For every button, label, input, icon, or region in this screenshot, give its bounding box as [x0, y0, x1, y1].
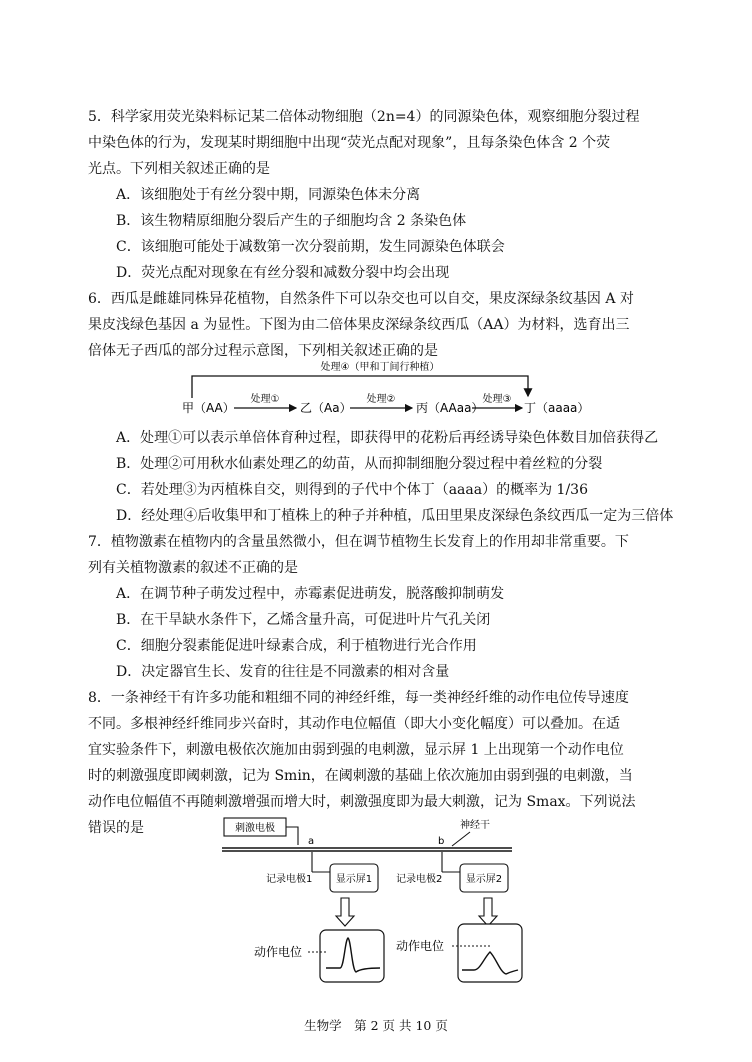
q8-stem-line-4: 时的刺激强度即阈刺激，记为 Smin，在阈刺激的基础上依次施加由弱到强的电刺激，当 — [88, 768, 633, 784]
q5-option-c: C．该细胞可能处于减数第一次分裂前期，发生同源染色体联会 — [116, 239, 505, 255]
screen-2-label: 显示屏2 — [465, 874, 503, 885]
q7-stem-line-1: 7．植物激素在植物内的含量虽然微小，但在调节植物生长发育上的作用却非常重要。下 — [88, 534, 629, 550]
stim-electrode-wire — [286, 827, 298, 845]
q7-option-b: B．在干旱缺水条件下，乙烯含量升高，可促进叶片气孔关闭 — [116, 612, 491, 628]
q7-option-c: C．细胞分裂素能促进叶绿素合成，利于植物进行光合作用 — [116, 638, 477, 654]
treatment-4-arrow — [192, 376, 528, 398]
q8-stem-line-6: 错误的是 — [88, 820, 144, 836]
q8-stem-line-3: 宜实验条件下，刺激电极依次施加由弱到强的电刺激，显示屏 1 上出现第一个动作电位 — [88, 742, 624, 758]
down-arrow-2 — [479, 898, 497, 926]
node-yi: 乙（Aa） — [300, 401, 352, 415]
rec-electrode-1-label: 记录电极1 — [266, 874, 313, 885]
node-ding: 丁（aaaa） — [524, 401, 590, 415]
arrow-2-label: 处理② — [366, 394, 396, 405]
down-arrow-1 — [336, 898, 354, 926]
q8-stem-line-2: 不同。多根神经纤维同步兴奋时，其动作电位幅值（即大小变化幅度）可以叠加。在适 — [88, 716, 620, 732]
q6-stem-line-2: 果皮浅绿色基因 a 为显性。下图为由二倍体果皮深绿条纹西瓜（AA）为材料，选育出三 — [88, 317, 630, 333]
q6-stem-line-3: 倍体无子西瓜的部分过程示意图，下列相关叙述正确的是 — [88, 343, 438, 359]
q6-option-b: B．处理②可用秋水仙素处理乙的幼苗，从而抑制细胞分裂过程中着丝粒的分裂 — [116, 456, 603, 472]
rec-electrode-2-label: 记录电极2 — [396, 874, 443, 885]
q6-option-a: A．处理①可以表示单倍体育种过程，即获得甲的花粉后再经诱导染色体数目加倍获得乙 — [116, 430, 659, 446]
q7-option-a: A．在调节种子萌发过程中，赤霉素促进萌发，脱落酸抑制萌发 — [116, 586, 505, 602]
node-jia: 甲（AA） — [182, 401, 235, 415]
q6-option-c: C．若处理③为丙植株自交，则得到的子代中个体丁（aaaa）的概率为 1/36 — [116, 482, 588, 498]
q5-option-a: A．该细胞处于有丝分裂中期，同源染色体未分离 — [116, 187, 421, 203]
breeding-diagram — [180, 356, 590, 420]
page-footer: 生物学 第 2 页 共 10 页 — [304, 1018, 448, 1033]
stim-electrode-label: 刺激电极 — [235, 823, 275, 834]
q5-stem-line-1: 5．科学家用荧光染料标记某二倍体动物细胞（2n=4）的同源染色体，观察细胞分裂过程 — [88, 109, 640, 125]
node-bing: 丙（AAaa） — [416, 401, 484, 415]
diagram-top-label: 处理④（甲和丁间行种植） — [320, 362, 440, 373]
q8-stem-line-1: 8．一条神经干有许多功能和粗细不同的神经纤维，每一类神经纤维的动作电位传导速度 — [88, 690, 629, 706]
q5-option-d: D．荧光点配对现象在有丝分裂和减数分裂中均会出现 — [116, 265, 450, 281]
q6-option-d: D．经处理④后收集甲和丁植株上的种子并种植，瓜田里果皮深绿色条纹西瓜一定为三倍体 — [116, 508, 674, 524]
q8-stem-line-5: 动作电位幅值不再随刺激增强而增大时，刺激强度即为最大刺激，记为 Smax。下列说法 — [88, 794, 636, 810]
q6-stem-line-1: 6．西瓜是雌雄同株异花植物，自然条件下可以杂交也可以自交，果皮深绿条纹基因 A 对 — [88, 291, 634, 307]
point-a-label: a — [308, 836, 315, 847]
q5-option-b: B．该生物精原细胞分裂后产生的子细胞均含 2 条染色体 — [116, 213, 467, 229]
arrow-1-label: 处理① — [250, 394, 280, 405]
nerve-trunk-pointer — [452, 832, 470, 846]
screen-1-label: 显示屏1 — [335, 874, 373, 885]
arrow-3-label: 处理③ — [482, 394, 512, 405]
q7-option-d: D．决定器官生长、发育的往往是不同激素的相对含量 — [116, 664, 450, 680]
q5-stem-line-3: 光点。下列相关叙述正确的是 — [88, 161, 270, 177]
q7-stem-line-2: 列有关植物激素的叙述不正确的是 — [88, 560, 298, 576]
nerve-experiment-figure — [140, 812, 530, 992]
point-b-label: b — [438, 836, 445, 847]
ap-label-2: 动作电位 — [396, 939, 445, 953]
ap-label-1: 动作电位 — [254, 945, 303, 959]
q5-stem-line-2: 中染色体的行为，发现某时期细胞中出现“荧光点配对现象”，且每条染色体含 2 个荧 — [88, 135, 611, 151]
nerve-trunk-label: 神经干 — [460, 820, 490, 831]
